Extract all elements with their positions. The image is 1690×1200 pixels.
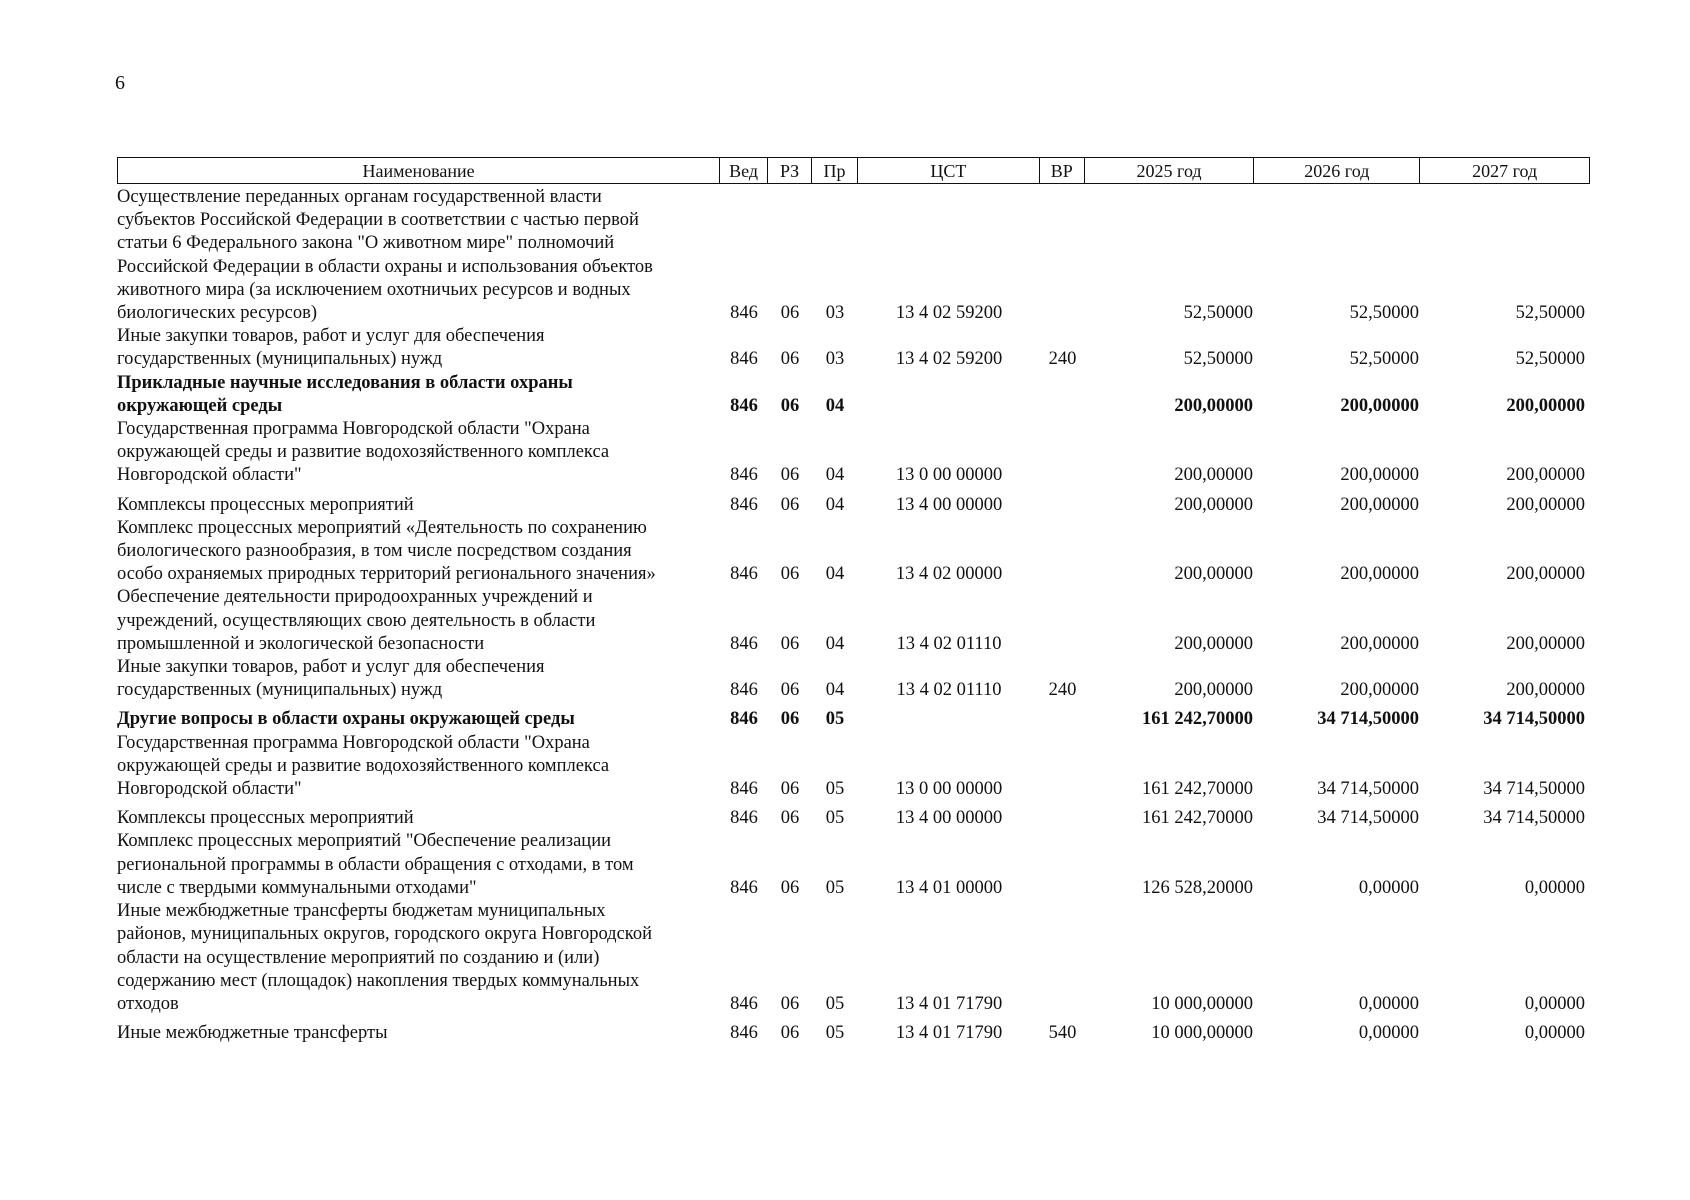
row-y2025: 200,00000 — [1174, 680, 1253, 701]
row-cst: 13 0 00 00000 — [895, 779, 1003, 800]
row-cst: 13 4 02 59200 — [895, 303, 1003, 324]
row-y2025: 200,00000 — [1174, 633, 1253, 654]
table-body — [117, 186, 1590, 1045]
row-name-line: Иные межбюджетные трансферты — [117, 1023, 388, 1044]
row-cst: 13 0 00 00000 — [895, 465, 1003, 486]
row-name — [117, 1022, 720, 1045]
row-y2026: 52,50000 — [1349, 349, 1419, 370]
row-ved: 846 — [730, 465, 758, 486]
row-rz: 06 — [780, 877, 800, 898]
row-cst: 13 4 01 71790 — [895, 993, 1003, 1014]
row-name — [117, 900, 720, 1016]
row-y2025: 52,50000 — [1183, 349, 1253, 370]
row-name — [117, 656, 720, 702]
row-y2027: 200,00000 — [1506, 633, 1585, 654]
row-y2026: 0,00000 — [1358, 993, 1419, 1014]
row-pr: 05 — [825, 1023, 845, 1044]
row-cst: 13 4 01 00000 — [895, 877, 1003, 898]
row-y2027: 200,00000 — [1506, 494, 1585, 515]
row-name-line: субъектов Российской Федерации в соответствии с частью первой — [117, 210, 639, 231]
row-y2025: 161 242,70000 — [1142, 808, 1253, 829]
row-name-line: Обеспечение деятельности природоохранных учреждений и — [117, 587, 593, 608]
row-pr: 03 — [825, 349, 845, 370]
row-name-line: отходов — [117, 993, 179, 1014]
col-header-pr: Пр — [812, 158, 858, 183]
row-rz: 06 — [780, 395, 800, 416]
row-rz: 06 — [780, 633, 800, 654]
row-rz: 06 — [780, 465, 800, 486]
row-name — [117, 494, 720, 517]
row-y2026: 34 714,50000 — [1317, 808, 1419, 829]
row-y2027: 200,00000 — [1506, 680, 1585, 701]
row-ved: 846 — [730, 303, 758, 324]
row-name-line: Государственная программа Новгородской области "Охрана — [117, 732, 590, 753]
table-row — [117, 494, 1590, 517]
table-row — [117, 807, 1590, 830]
row-cst: 13 4 01 71790 — [895, 1023, 1003, 1044]
row-rz: 06 — [780, 303, 800, 324]
row-ved: 846 — [730, 779, 758, 800]
row-y2026: 34 714,50000 — [1317, 709, 1419, 730]
row-name-line: биологического разнообразия, в том числе посредством создания — [117, 541, 632, 562]
row-name — [117, 732, 720, 802]
row-name-line: региональной программы в области обращения с отходами, в том — [117, 854, 634, 875]
row-cst: 13 4 02 59200 — [895, 349, 1003, 370]
row-name — [117, 517, 720, 587]
col-header-name: Наименование — [118, 158, 720, 183]
row-y2027: 52,50000 — [1515, 303, 1585, 324]
row-rz: 06 — [780, 808, 800, 829]
col-header-2025: 2025 год — [1085, 158, 1255, 183]
row-name-line: числе с твердыми коммунальными отходами" — [117, 877, 477, 898]
row-pr: 04 — [825, 680, 845, 701]
row-name — [117, 186, 720, 325]
row-ved: 846 — [730, 395, 758, 416]
table-row — [117, 186, 1590, 325]
row-name-line: Комплекс процессных мероприятий "Обеспечение реализации — [117, 831, 611, 852]
row-y2027: 0,00000 — [1524, 1023, 1585, 1044]
row-name-line: Осуществление переданных органам государственной власти — [117, 187, 602, 207]
table-row — [117, 372, 1590, 418]
row-ved: 846 — [730, 709, 758, 730]
table-row — [117, 900, 1590, 1016]
row-rz: 06 — [780, 1023, 800, 1044]
row-cst: 13 4 02 01110 — [896, 680, 1002, 701]
table-row — [117, 656, 1590, 702]
row-ved: 846 — [730, 877, 758, 898]
row-cst: 13 4 00 00000 — [895, 808, 1003, 829]
table-row — [117, 708, 1590, 731]
table-row — [117, 418, 1590, 488]
row-y2025: 200,00000 — [1174, 395, 1253, 416]
col-header-2026: 2026 год — [1254, 158, 1420, 183]
row-name — [117, 586, 720, 656]
row-ved: 846 — [730, 633, 758, 654]
row-name-line: окружающей среды и развитие водохозяйственного комплекса — [117, 442, 610, 463]
row-y2027: 0,00000 — [1524, 993, 1585, 1014]
row-y2026: 52,50000 — [1349, 303, 1419, 324]
row-ved: 846 — [730, 494, 758, 515]
row-cst: 13 4 00 00000 — [895, 494, 1003, 515]
row-y2026: 200,00000 — [1340, 564, 1419, 585]
row-y2025: 200,00000 — [1174, 564, 1253, 585]
row-name — [117, 325, 720, 371]
row-name-line: Другие вопросы в области охраны окружающей среды — [117, 709, 575, 730]
row-rz: 06 — [780, 779, 800, 800]
row-y2027: 34 714,50000 — [1483, 808, 1585, 829]
col-header-vr: ВР — [1040, 158, 1085, 183]
row-rz: 06 — [780, 709, 800, 730]
row-y2025: 52,50000 — [1183, 303, 1253, 324]
col-header-rz: РЗ — [768, 158, 812, 183]
row-pr: 05 — [825, 993, 845, 1014]
row-name-line: статьи 6 Федерального закона "О животном мире" полномочий — [117, 233, 615, 254]
row-y2027: 52,50000 — [1515, 349, 1585, 370]
row-cst: 13 4 02 00000 — [895, 564, 1003, 585]
row-ved: 846 — [730, 808, 758, 829]
row-y2027: 0,00000 — [1524, 877, 1585, 898]
row-y2025: 161 242,70000 — [1142, 779, 1253, 800]
row-name-line: государственных (муниципальных) нужд — [117, 680, 443, 701]
row-pr: 03 — [825, 303, 845, 324]
row-name-line: Российской Федерации в области охраны и использования объектов — [117, 256, 653, 277]
row-name-line: государственных (муниципальных) нужд — [117, 349, 443, 370]
row-name-line: Комплексы процессных мероприятий — [117, 808, 414, 829]
row-name-line: Иные межбюджетные трансферты бюджетам муниципальных — [117, 901, 606, 922]
row-name — [117, 708, 720, 731]
row-name-line: содержанию мест (площадок) накопления твердых коммунальных — [117, 970, 640, 991]
row-vr: 240 — [1048, 680, 1077, 701]
table-row — [117, 325, 1590, 371]
table-header — [117, 157, 1590, 184]
row-name-line: районов, муниципальных округов, городского округа Новгородской — [117, 924, 653, 945]
row-y2025: 200,00000 — [1174, 494, 1253, 515]
row-name-line: Государственная программа Новгородской области "Охрана — [117, 419, 590, 440]
row-y2026: 0,00000 — [1358, 877, 1419, 898]
row-name-line: Иные закупки товаров, работ и услуг для обеспечения — [117, 657, 545, 678]
row-ved: 846 — [730, 993, 758, 1014]
row-name-line: Новгородской области" — [117, 779, 302, 800]
table-row — [117, 1022, 1590, 1045]
row-y2025: 161 242,70000 — [1142, 709, 1253, 730]
table-row — [117, 586, 1590, 656]
row-name-line: области на осуществление мероприятий по созданию и (или) — [117, 947, 600, 968]
row-rz: 06 — [780, 349, 800, 370]
row-pr: 05 — [825, 779, 845, 800]
row-y2025: 10 000,00000 — [1151, 1023, 1253, 1044]
row-pr: 05 — [825, 709, 845, 730]
row-vr: 540 — [1048, 1023, 1077, 1044]
row-y2027: 200,00000 — [1506, 395, 1585, 416]
row-name-line: особо охраняемых природных территорий регионального значения» — [117, 564, 656, 585]
row-y2026: 0,00000 — [1358, 1023, 1419, 1044]
row-cst: 13 4 02 01110 — [896, 633, 1002, 654]
row-y2027: 34 714,50000 — [1483, 779, 1585, 800]
row-pr: 04 — [825, 465, 845, 486]
row-y2027: 200,00000 — [1506, 564, 1585, 585]
row-y2026: 200,00000 — [1340, 633, 1419, 654]
row-pr: 04 — [825, 395, 845, 416]
row-pr: 05 — [825, 808, 845, 829]
row-name-line: Иные закупки товаров, работ и услуг для обеспечения — [117, 326, 545, 347]
table-row — [117, 517, 1590, 587]
row-y2025: 126 528,20000 — [1142, 877, 1253, 898]
row-ved: 846 — [730, 680, 758, 701]
row-rz: 06 — [780, 494, 800, 515]
row-name-line: окружающей среды и развитие водохозяйственного комплекса — [117, 755, 610, 776]
row-name — [117, 418, 720, 488]
row-name-line: Комплекс процессных мероприятий «Деятельность по сохранению — [117, 517, 647, 538]
row-rz: 06 — [780, 564, 800, 585]
row-name-line: биологических ресурсов) — [117, 303, 317, 324]
row-y2026: 200,00000 — [1340, 395, 1419, 416]
row-ved: 846 — [730, 1023, 758, 1044]
row-ved: 846 — [730, 349, 758, 370]
row-rz: 06 — [780, 680, 800, 701]
page-number: 6 — [115, 72, 125, 94]
row-name — [117, 830, 720, 900]
row-name-line: животного мира (за исключением охотничьих ресурсов и водных — [117, 279, 631, 300]
row-name-line: Новгородской области" — [117, 465, 302, 486]
row-pr: 04 — [825, 564, 845, 585]
row-y2026: 200,00000 — [1340, 494, 1419, 515]
row-y2027: 34 714,50000 — [1483, 709, 1585, 730]
row-y2025: 200,00000 — [1174, 465, 1253, 486]
row-rz: 06 — [780, 993, 800, 1014]
row-name — [117, 807, 720, 830]
row-name-line: Прикладные научные исследования в области охраны — [117, 372, 573, 393]
row-vr: 240 — [1048, 349, 1077, 370]
row-pr: 04 — [825, 633, 845, 654]
row-y2026: 34 714,50000 — [1317, 779, 1419, 800]
row-y2026: 200,00000 — [1340, 680, 1419, 701]
row-name-line: Комплексы процессных мероприятий — [117, 494, 414, 515]
table-row — [117, 830, 1590, 900]
row-name — [117, 372, 720, 418]
col-header-cst: ЦСТ — [858, 158, 1040, 183]
row-pr: 04 — [825, 494, 845, 515]
row-name-line: промышленной и экологической безопасности — [117, 633, 485, 654]
row-name-line: учреждений, осуществляющих свою деятельность в области — [117, 610, 596, 631]
col-header-2027: 2027 год — [1472, 160, 1538, 181]
table-row — [117, 732, 1590, 802]
row-pr: 05 — [825, 877, 845, 898]
row-y2027: 200,00000 — [1506, 465, 1585, 486]
row-name-line: окружающей среды — [117, 395, 283, 416]
col-header-ved: Вед — [720, 158, 768, 183]
row-ved: 846 — [730, 564, 758, 585]
row-y2026: 200,00000 — [1340, 465, 1419, 486]
row-y2025: 10 000,00000 — [1151, 993, 1253, 1014]
